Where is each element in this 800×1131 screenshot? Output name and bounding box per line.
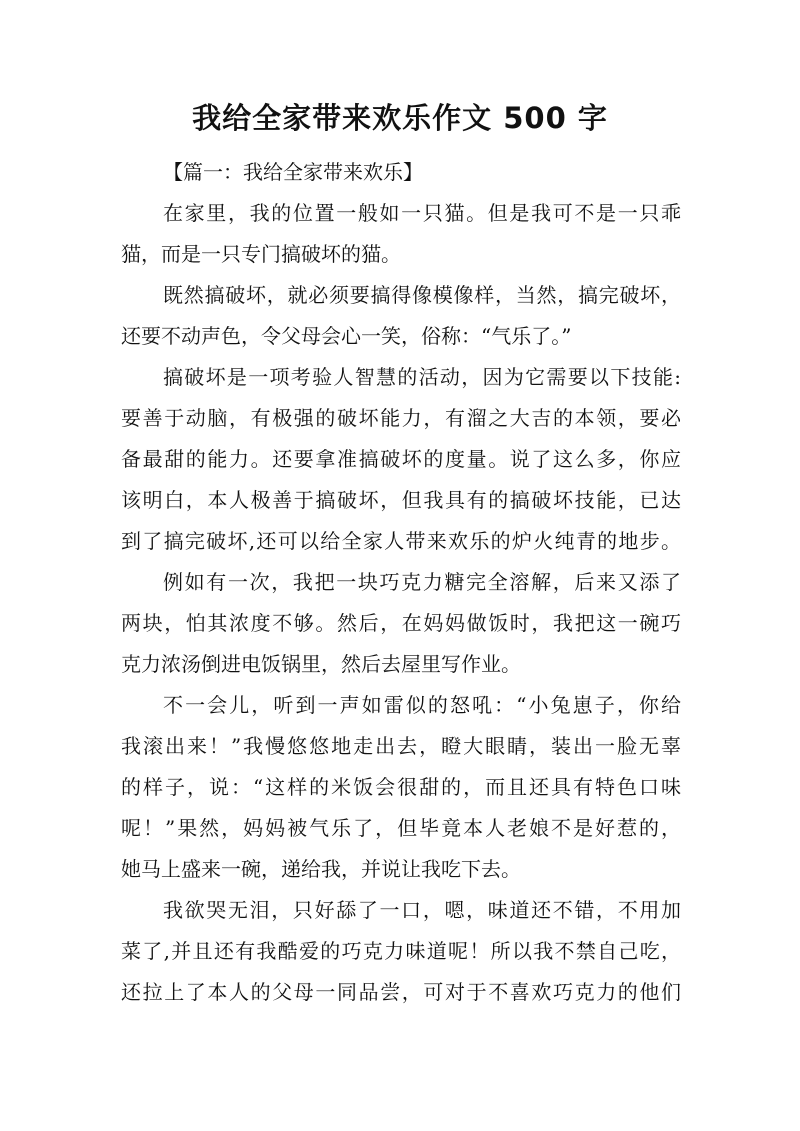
text-line: 不一会儿，听到一声如雷似的怒吼：“小兔崽子，你给 <box>163 693 681 717</box>
text-line: 在家里，我的位置一般如一只猫。但是我可不是一只乖 <box>163 201 681 225</box>
text-line: 两块，怕其浓度不够。然后，在妈妈做饭时，我把这一碗巧 <box>121 611 681 635</box>
text-line: 菜了,并且还有我酷爱的巧克力味道呢！所以我不禁自己吃， <box>121 939 681 963</box>
text-line: 我欲哭无泪，只好舔了一口，嗯，味道还不错，不用加 <box>163 898 681 922</box>
text-line: 【篇一：我给全家带来欢乐】 <box>163 160 423 184</box>
text-line: 例如有一次，我把一块巧克力糖完全溶解，后来又添了 <box>163 570 681 594</box>
document-body <box>121 152 681 1013</box>
document-title: 我给全家带来欢乐作文 500 字 <box>192 101 608 135</box>
text-line: 克力浓汤倒进电饭锅里，然后去屋里写作业。 <box>121 652 521 676</box>
text-line: 要善于动脑，有极强的破坏能力，有溜之大吉的本领，要必 <box>121 406 681 430</box>
text-line: 搞破坏是一项考验人智慧的活动，因为它需要以下技能: <box>163 365 681 389</box>
text-line: 该明白，本人极善于搞破坏，但我具有的搞破坏技能，已达 <box>121 488 681 512</box>
text-line: 呢！”果然，妈妈被气乐了，但毕竟本人老娘不是好惹的， <box>121 816 681 840</box>
text-line: 我滚出来！”我慢悠悠地走出去，瞪大眼睛，装出一脸无辜 <box>121 734 681 758</box>
text-line: 到了搞完破坏,还可以给全家人带来欢乐的炉火纯青的地步。 <box>121 529 681 553</box>
text-line: 还要不动声色，令父母会心一笑，俗称：“气乐了。” <box>121 324 572 348</box>
text-line: 猫，而是一只专门搞破坏的猫。 <box>121 242 401 266</box>
text-line: 还拉上了本人的父母一同品尝，可对于不喜欢巧克力的他们 <box>121 980 681 1004</box>
text-line: 既然搞破坏，就必须要搞得像模像样，当然，搞完破坏， <box>163 283 681 307</box>
text-line: 的样子，说：“这样的米饭会很甜的，而且还具有特色口味 <box>121 775 681 799</box>
text-line: 备最甜的能力。还要拿准搞破坏的度量。说了这么多，你应 <box>121 447 681 471</box>
text-line: 她马上盛来一碗，递给我，并说让我吃下去。 <box>121 857 521 881</box>
